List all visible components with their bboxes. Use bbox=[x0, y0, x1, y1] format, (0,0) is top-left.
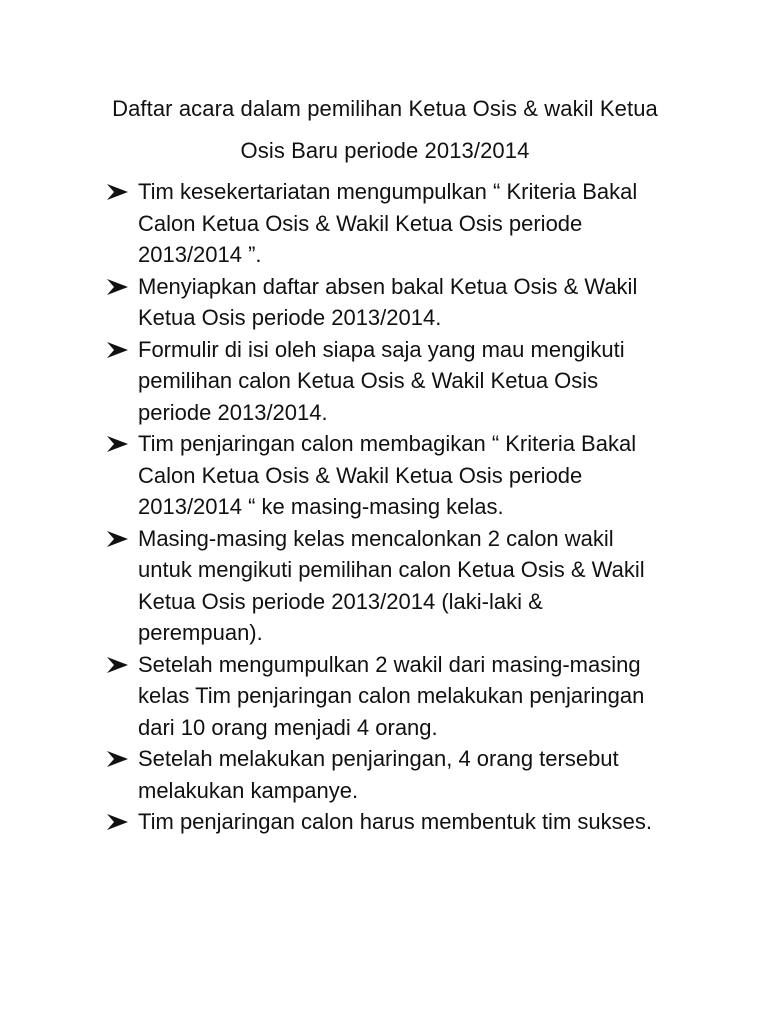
list-item-text: melakukan kampanye. bbox=[138, 777, 359, 803]
list-item bbox=[106, 649, 706, 744]
arrowhead-bullet-icon bbox=[106, 750, 130, 768]
list-item-text: Formulir di isi oleh siapa saja yang mau mengikuti bbox=[138, 336, 625, 362]
list-item-text: untuk mengikuti pemilihan calon Ketua Osis & Wakil bbox=[138, 557, 645, 582]
list-item-text: Setelah mengumpulkan 2 wakil dari masing-masing bbox=[138, 651, 641, 677]
arrowhead-bullet-icon bbox=[106, 530, 130, 548]
list-item bbox=[106, 523, 706, 649]
list-item-text: periode 2013/2014. bbox=[138, 399, 328, 425]
agenda-list bbox=[106, 176, 706, 838]
arrowhead-bullet-icon bbox=[106, 341, 130, 359]
title-line: Daftar acara dalam pemilihan Ketua Osis & wakil Ketua bbox=[112, 96, 658, 121]
list-item-text: Calon Ketua Osis & Wakil Ketua Osis periode bbox=[138, 462, 583, 488]
arrowhead-bullet-icon bbox=[106, 656, 130, 674]
title-line: Osis Baru periode 2013/2014 bbox=[240, 138, 530, 163]
list-item-text: Tim penjaringan calon harus membentuk tim sukses. bbox=[138, 809, 652, 834]
list-item-text: Tim penjaringan calon membagikan “ Kriteria Bakal bbox=[138, 431, 637, 456]
list-item-text: Masing-masing kelas mencalonkan 2 calon wakil bbox=[138, 525, 614, 551]
arrowhead-bullet-icon bbox=[106, 278, 130, 296]
list-item-text: perempuan). bbox=[138, 620, 263, 645]
arrowhead-bullet-icon bbox=[106, 183, 130, 201]
list-item bbox=[106, 271, 706, 334]
list-item-text: 2013/2014 ”. bbox=[138, 242, 262, 267]
list-item-text: Setelah melakukan penjaringan, 4 orang tersebut bbox=[138, 746, 619, 771]
list-item-text: pemilihan calon Ketua Osis & Wakil Ketua Osis bbox=[138, 368, 599, 393]
list-item-text: Ketua Osis periode 2013/2014. bbox=[138, 305, 442, 330]
document-title bbox=[90, 88, 680, 172]
list-item bbox=[106, 176, 706, 271]
list-item bbox=[106, 428, 706, 523]
list-item-text: dari 10 orang menjadi 4 orang. bbox=[138, 714, 438, 740]
arrowhead-bullet-icon bbox=[106, 813, 130, 831]
list-item bbox=[106, 806, 706, 838]
list-item bbox=[106, 743, 706, 806]
list-item-text: Calon Ketua Osis & Wakil Ketua Osis periode bbox=[138, 210, 583, 236]
arrowhead-bullet-icon bbox=[106, 435, 130, 453]
list-item bbox=[106, 334, 706, 429]
list-item-text: kelas Tim penjaringan calon melakukan penjaringan bbox=[138, 683, 645, 708]
list-item-text: Tim kesekertariatan mengumpulkan “ Kriteria Bakal bbox=[138, 179, 638, 204]
list-item-text: Ketua Osis periode 2013/2014 (laki-laki & bbox=[138, 588, 543, 614]
list-item-text: 2013/2014 “ ke masing-masing kelas. bbox=[138, 494, 504, 519]
list-item-text: Menyiapkan daftar absen bakal Ketua Osis & Wakil bbox=[138, 273, 638, 299]
